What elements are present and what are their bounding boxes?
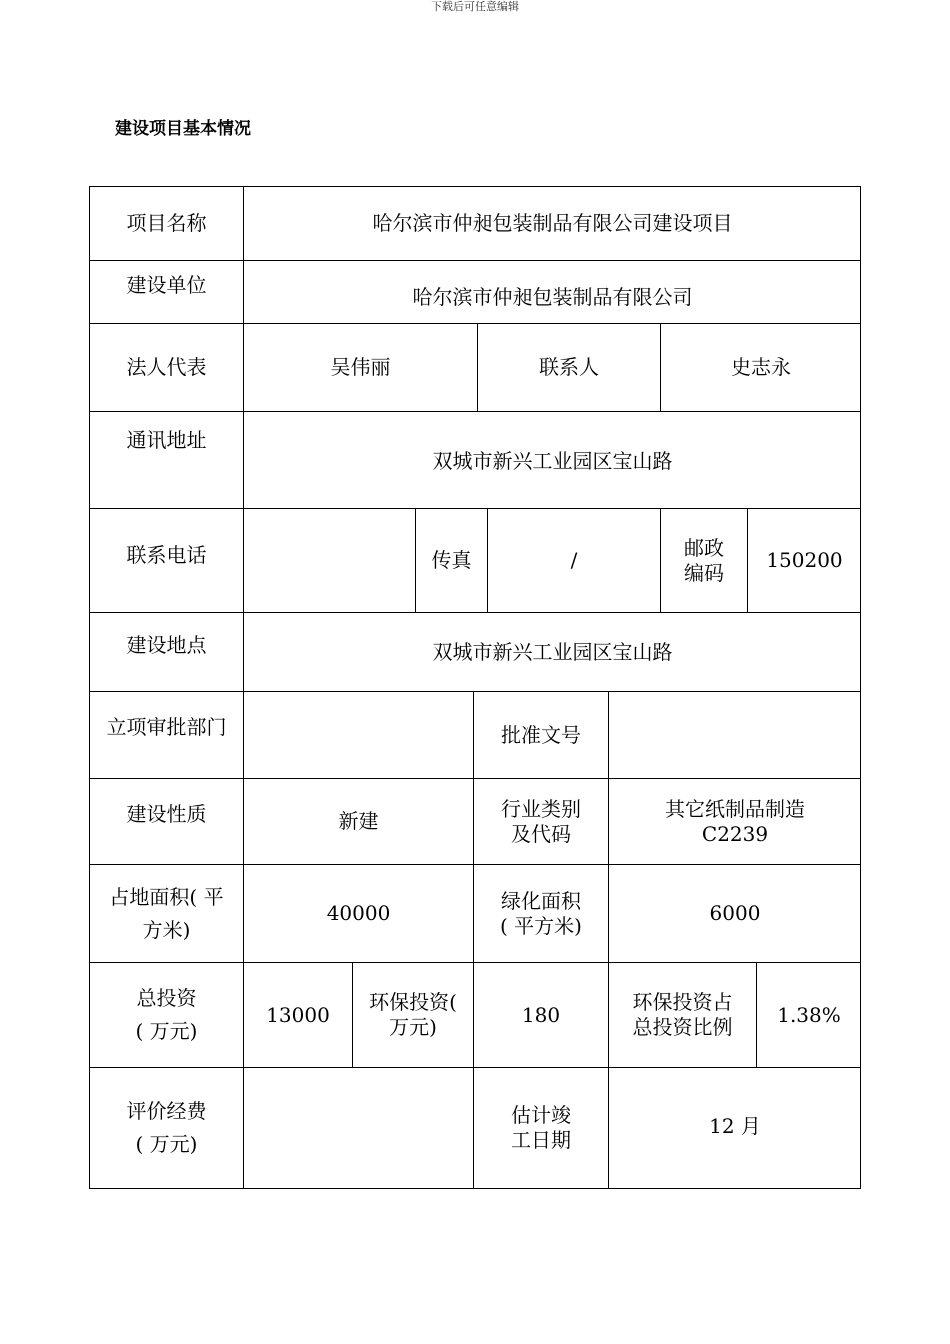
postcode-label-cell (661, 509, 748, 613)
header-note: 下载后可任意编辑 (431, 0, 519, 13)
completion-cell (609, 1068, 861, 1188)
legal-rep-cell (244, 324, 478, 412)
fax-label-cell (416, 509, 488, 613)
address-value: 双城市新兴工业园区宝山路 (432, 448, 673, 473)
site-label-cell (90, 613, 244, 692)
nature-value: 新建 (338, 809, 379, 833)
fax-cell (488, 509, 661, 613)
project-info-table (89, 186, 861, 1189)
site-value: 双城市新兴工业园区宝山路 (432, 639, 673, 664)
section-title: 建设项目基本情况 (115, 119, 251, 139)
green-area-cell (609, 865, 861, 963)
industry-cell (609, 779, 861, 865)
env-invest-cell (474, 963, 609, 1068)
project-name-cell (244, 187, 861, 261)
approval-no-label: 批准文号 (501, 722, 581, 747)
industry-value: 其它纸制品制造 C2239 (665, 796, 805, 846)
legal-rep-label-cell (90, 324, 244, 412)
approval-no-label-cell (474, 692, 609, 779)
nature-cell (244, 779, 474, 865)
address-label-cell (90, 412, 244, 509)
builder-label-cell (90, 261, 244, 324)
total-invest-label-cell (90, 963, 244, 1068)
green-area-value: 6000 (709, 901, 761, 925)
eval-fee-label-cell (90, 1068, 244, 1188)
phone-label-cell (90, 509, 244, 613)
completion-label-cell (474, 1068, 609, 1188)
completion-value: 12 月 (709, 1113, 761, 1138)
green-area-label-cell (474, 865, 609, 963)
land-area-label-cell (90, 865, 244, 963)
approval-dept-label: 立项审批部门 (106, 715, 227, 739)
fax-label: 传真 (431, 548, 472, 572)
land-area-value: 40000 (326, 901, 391, 925)
total-invest-value: 13000 (266, 1002, 330, 1027)
contact-label-cell (478, 324, 661, 412)
industry-label: 行业类别 及代码 (501, 796, 581, 846)
env-ratio-label: 环保投资占 总投资比例 (632, 990, 733, 1039)
nature-label-cell (90, 779, 244, 865)
project-name-label-cell (90, 187, 244, 261)
env-ratio-label-cell (609, 963, 757, 1068)
project-name-label: 项目名称 (126, 211, 207, 235)
eval-fee-cell[interactable] (244, 1068, 474, 1188)
fax-value: / (570, 548, 578, 572)
approval-no-cell[interactable] (609, 692, 861, 779)
industry-label-cell (474, 779, 609, 865)
env-invest-label-cell (353, 963, 474, 1068)
env-ratio-cell (757, 963, 861, 1068)
completion-label: 估计竣 工日期 (511, 1103, 571, 1152)
contact-value: 史志永 (731, 355, 791, 379)
site-label: 建设地点 (126, 633, 207, 657)
address-label: 通讯地址 (126, 428, 207, 452)
builder-label: 建设单位 (126, 273, 207, 297)
contact-cell (661, 324, 861, 412)
total-invest-label: 总投资 ( 万元) (135, 986, 198, 1043)
postcode-label: 邮政 编码 (684, 535, 724, 585)
env-invest-value: 180 (521, 1002, 561, 1027)
approval-dept-label-cell (90, 692, 244, 779)
phone-label: 联系电话 (126, 543, 207, 567)
legal-rep-value: 吴伟丽 (330, 355, 391, 379)
land-area-cell (244, 865, 474, 963)
builder-value: 哈尔滨市仲昶包装制品有限公司 (412, 284, 693, 309)
env-invest-label: 环保投资( 万元) (369, 990, 457, 1039)
approval-dept-cell[interactable] (244, 692, 474, 779)
contact-label: 联系人 (539, 355, 599, 379)
address-cell (244, 412, 861, 509)
postcode-cell (748, 509, 861, 613)
postcode-value: 150200 (766, 548, 843, 572)
project-name-value: 哈尔滨市仲昶包装制品有限公司建设项目 (372, 211, 733, 235)
total-invest-cell (244, 963, 353, 1068)
site-cell (244, 613, 861, 692)
land-area-label: 占地面积( 平 方米) (109, 884, 224, 942)
legal-rep-label: 法人代表 (126, 355, 207, 379)
green-area-label: 绿化面积 ( 平方米) (500, 888, 582, 938)
env-ratio-value: 1.38% (777, 1002, 841, 1027)
nature-label: 建设性质 (126, 802, 207, 826)
eval-fee-label: 评价经费 ( 万元) (126, 1099, 207, 1156)
phone-cell[interactable] (244, 509, 416, 613)
builder-cell (244, 261, 861, 324)
